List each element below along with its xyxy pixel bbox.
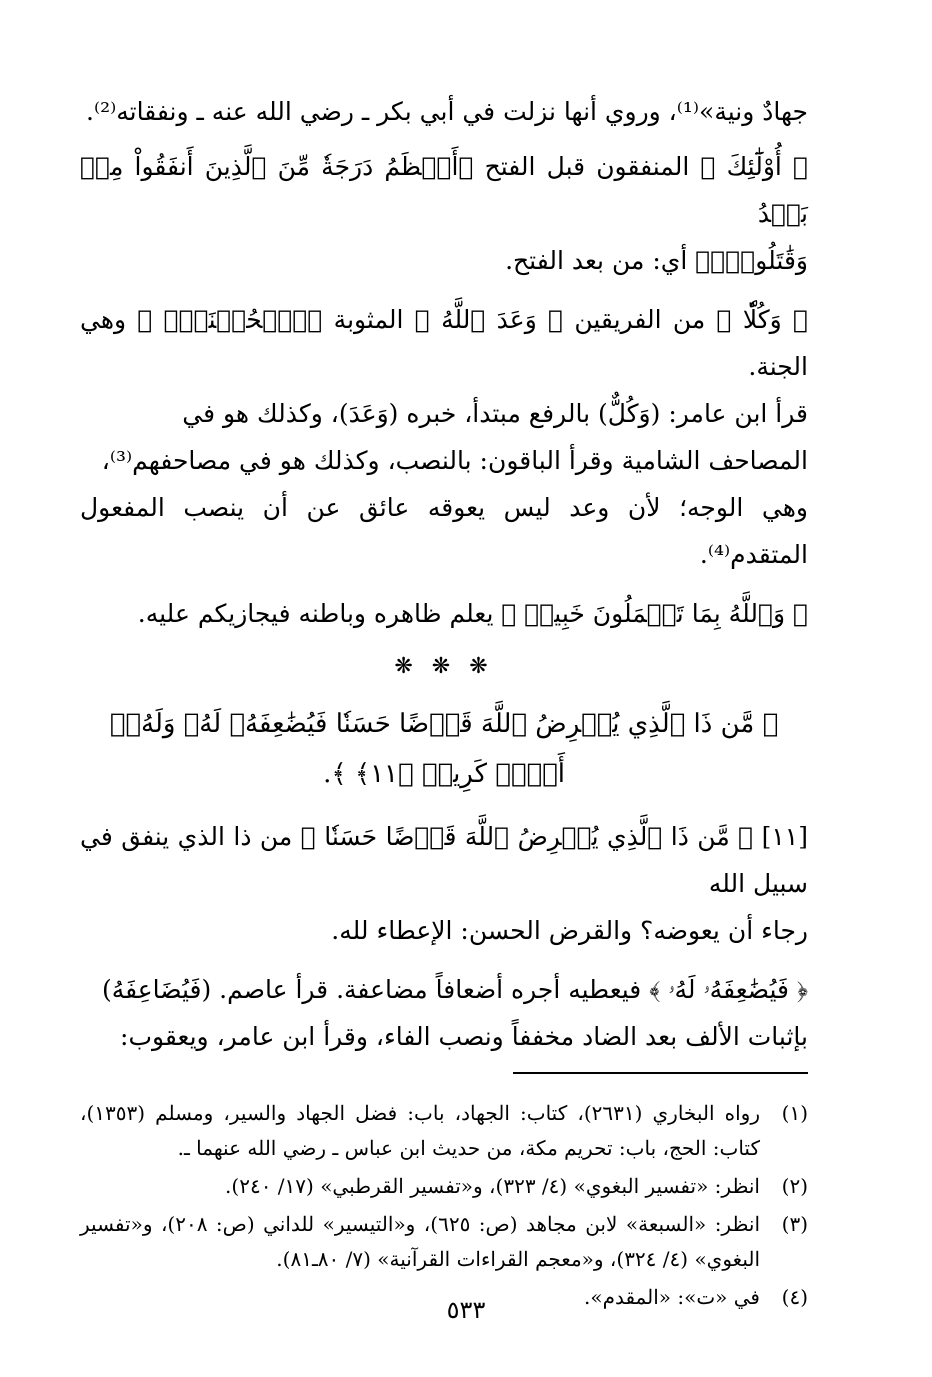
footnote-number: (٤) <box>781 1285 808 1309</box>
footnote-text: انظر: «السبعة» لابن مجاهد (ص: ٦٢٥)، و«التيسير» للداني (ص: ٢٠٨)، و«تفسير البغوي» (٤/ ٣٢٤)، و«معجم القراءات القرآنية» (٧/ ٨٠ـ٨١). <box>80 1212 760 1271</box>
paragraph-3 <box>80 296 808 578</box>
paragraph-1 <box>80 88 808 135</box>
footnote-number: (٢) <box>781 1174 808 1198</box>
paragraph-5-line-2: رجاء أن يعوضه؟ والقرض الحسن: الإعطاء لله. <box>331 916 808 945</box>
paragraph-2 <box>80 143 808 284</box>
page-number: ٥٣٣ <box>446 1296 486 1324</box>
footnote-text: في «ت»: «المقدم». <box>583 1285 760 1309</box>
quranic-verse: ﴿ مَّن ذَا ٱلَّذِي يُقۡرِضُ ٱللَّهَ قَرۡضًا حَسَنٗا فَيُضَٰعِفَهُۥ لَهُۥ وَلَهُۥٓ أَجۡرٞ كَرِيمٞ ﴿١١﴾ ﴾. <box>109 709 779 789</box>
footnote-number: (١) <box>781 1101 808 1125</box>
footnote-text: رواه البخاري (٢٦٣١)، كتاب: الجهاد، باب: فضل الجهاد والسير، ومسلم (١٣٥٣)، كتاب: الحج، باب: تحريم مكة، من حديث ابن عباس ـ رضي الله عنهما ـ. <box>80 1101 760 1160</box>
paragraph-4 <box>80 590 808 637</box>
section-separator: ❋ ❋ ❋ <box>394 654 494 679</box>
paragraph-3-line-1: ﴿ وَكُلّٗا ﴾ من الفريقين ﴿ وَعَدَ ٱللَّهُ ﴾ المثوبة ﴿ٱلۡحُسۡنَىٰۚ ﴾ وهي الجنة. <box>80 305 808 381</box>
footnote-divider <box>513 1072 808 1074</box>
paragraph-6 <box>80 966 808 1060</box>
paragraph-5-line-1: [١١] ﴿ مَّن ذَا ٱلَّذِي يُقۡرِضُ ٱللَّهَ قَرۡضًا حَسَنٗا ﴾ من ذا الذي ينفق في سبيل الله <box>80 822 808 898</box>
footnote-item <box>80 1169 808 1204</box>
paragraph-6-line-2: بإثبات الألف بعد الضاد مخففاً ونصب الفاء، وقرأ ابن عامر، ويعقوب: <box>120 1022 808 1051</box>
paragraph-5 <box>80 813 808 954</box>
paragraph-4-line-1: ﴿ وَٱللَّهُ بِمَا تَعۡمَلُونَ خَبِيرٞ ﴾ يعلم ظاهره وباطنه فيجازيكم عليه. <box>137 599 808 628</box>
footnote-number: (٣) <box>781 1212 808 1236</box>
paragraph-3-line-3: المصاحف الشامية وقرأ الباقون: بالنصب، وكذلك هو في مصاحفهم⁽³⁾، <box>101 446 808 475</box>
paragraph-3-line-2: قرأ ابن عامر: (وَكُلٌّ) بالرفع مبتدأ، خبره (وَعَدَ)، وكذلك هو في <box>182 399 808 428</box>
footnotes <box>80 1096 808 1315</box>
footnote-text: انظر: «تفسير البغوي» (٤/ ٣٢٣)، و«تفسير القرطبي» (١٧/ ٢٤٠). <box>225 1174 760 1198</box>
paragraph-2-line-1: ﴿ أُوْلَٰٓئِكَ ﴾ المنفقون قبل الفتح ﴿أَعۡظَمُ دَرَجَةٗ مِّنَ ٱلَّذِينَ أَنفَقُواْ مِنۢ بَعۡدُ <box>80 152 808 228</box>
footnote-item <box>80 1207 808 1277</box>
page-body <box>80 88 808 1318</box>
paragraph-1-line-1: جهادٌ ونية»⁽¹⁾، وروي أنها نزلت في أبي بكر ـ رضي الله عنه ـ ونفقاته⁽²⁾. <box>86 97 808 126</box>
paragraph-2-line-2: وَقَٰتَلُواْۚ﴾ أي: من بعد الفتح. <box>505 246 808 275</box>
paragraph-3-line-4: وهي الوجه؛ لأن وعد ليس يعوقه عائق عن أن ينصب المفعول المتقدم⁽⁴⁾. <box>80 493 808 569</box>
footnote-item <box>80 1096 808 1166</box>
paragraph-6-line-1: ﴿ فَيُضَٰعِفَهُۥ لَهُۥ ﴾ فيعطيه أجره أضعافاً مضاعفة. قرأ عاصم. (فَيُضَاعِفَهُ) <box>101 975 808 1004</box>
